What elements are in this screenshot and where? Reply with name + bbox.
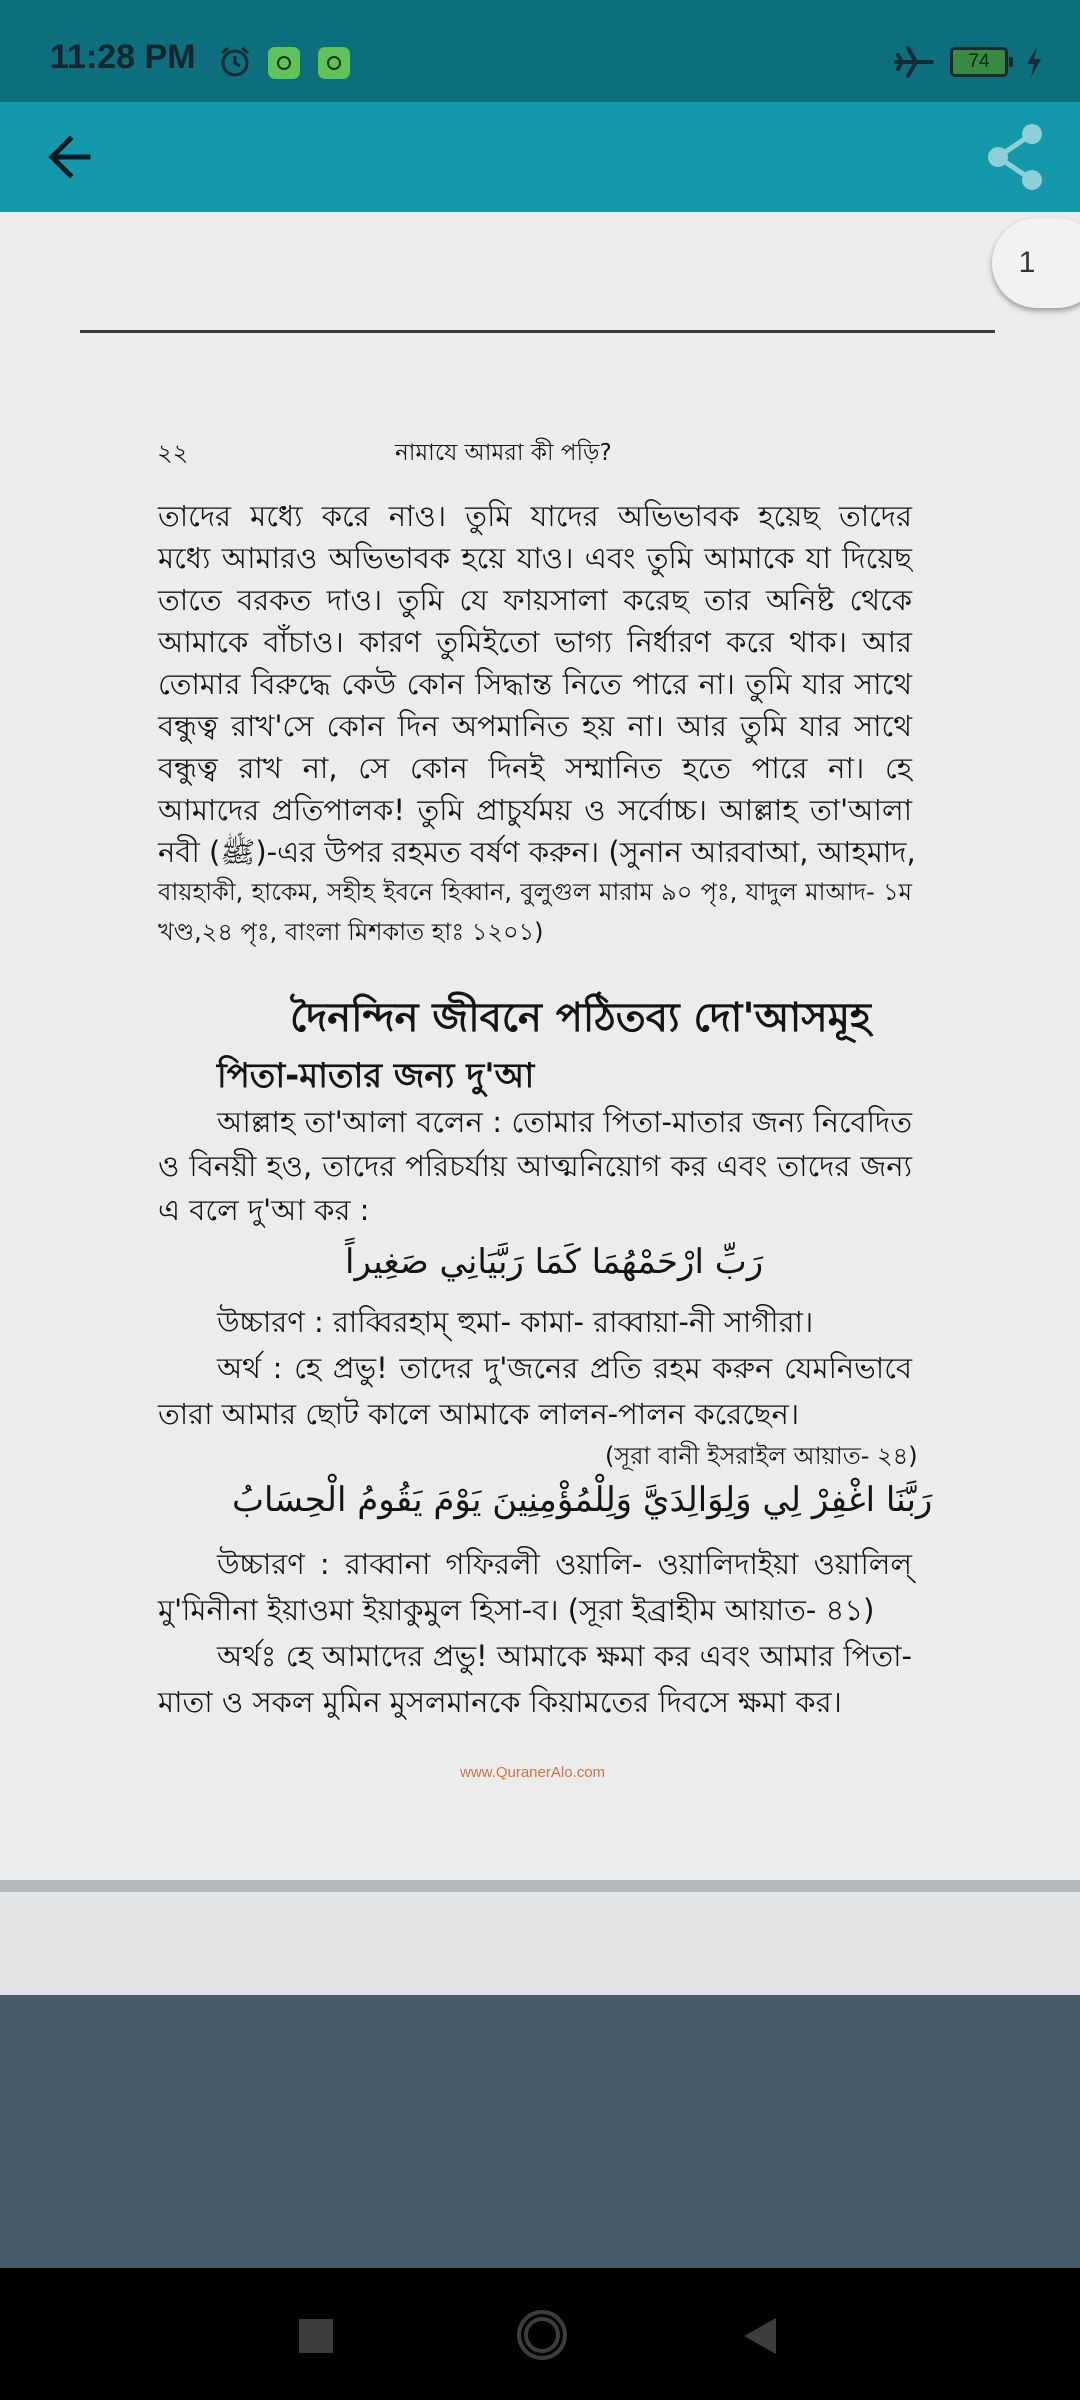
page-indicator-number: 1: [1018, 246, 1036, 279]
alarm-icon: [217, 44, 253, 80]
page-top-rule: [80, 330, 995, 333]
paragraph-line: আমাকে বাঁচাও। কারণ তুমিইতো ভাগ্য নির্ধারণ করে থাক। আর: [158, 625, 912, 659]
reference-line: বায়হাকী, হাকেম, সহীহ ইবনে হিব্বান, বুলুগুল মারাম ৯০ পৃঃ, যাদুল মাআদ- ১ম: [158, 878, 912, 906]
share-icon: [988, 124, 1042, 190]
pronunciation-line: উচ্চারণ : রাব্বানা গফিরলী ওয়ালি- ওয়ালিদাইয়া ওয়ালিল্: [217, 1547, 912, 1581]
app-notification-icon: [268, 47, 300, 79]
subsection-heading: পিতা-মাতার জন্য দু'আ: [217, 1056, 535, 1096]
meaning-line: তারা আমার ছোট কালে আমাকে লালন-পালন করেছেন।: [158, 1397, 800, 1431]
app-bar: [0, 102, 1080, 212]
arabic-verse: رَبَّنَا اغْفِرْ لِي وَلِوَالِدَيَّ وَلِلْمُؤْمِنِينَ يَوْمَ يَقُومُ الْحِسَابُ: [232, 1480, 933, 1520]
status-time: 11:28 PM: [50, 38, 196, 76]
paragraph-line: তাতে বরকত দাও। তুমি যে ফায়সালা করেছ তার অনিষ্ট থেকে: [158, 583, 912, 617]
page-edge: [0, 1880, 1080, 1892]
paragraph-line: নবী (ﷺ)-এর উপর রহমত বর্ষণ করুন। (সুনান আরবাআ, আহমাদ,: [158, 835, 916, 869]
page-gap: [0, 1892, 1080, 1995]
battery-level: 74: [968, 51, 990, 72]
paragraph-line: বন্ধুত্ব রাখ'সে কোন দিন অপমানিত হয় না। আর তুমি যার সাথে: [158, 709, 912, 743]
paragraph-line: তোমার বিরুদ্ধে কেউ কোন সিদ্ধান্ত নিতে পারে না। তুমি যার সাথে: [158, 667, 912, 701]
share-button[interactable]: [978, 122, 1052, 192]
paragraph-line: বন্ধুত্ব রাখ না, সে কোন দিনই সম্মানিত হতে পারে না। হে: [158, 751, 912, 785]
footer-url: www.QuranerAlo.com: [460, 1764, 606, 1781]
app-notification-icon: [318, 47, 350, 79]
pdf-viewer[interactable]: [0, 212, 1080, 1995]
recents-button[interactable]: [296, 2316, 336, 2356]
nav-back-button[interactable]: [740, 2314, 780, 2358]
pronunciation-line: মু'মিনীনা ইয়াওমা ইয়াকুমুল হিসা-ব। (সূরা ইব্রাহীম আয়াত- ৪১): [158, 1593, 875, 1627]
meaning-line: অর্থ : হে প্রভু! তাদের দু'জনের প্রতি রহম করুন যেমনিভাবে: [217, 1351, 912, 1385]
paragraph-line: মধ্যে আমারও অভিভাবক হয়ে যাও। এবং তুমি আমাকে যা দিয়েছ: [158, 541, 912, 575]
verse-reference: (সূরা বানী ইসরাইল আয়াত- ২৪): [605, 1442, 918, 1470]
home-button[interactable]: [515, 2308, 569, 2362]
back-button[interactable]: [40, 124, 110, 190]
meaning-line: মাতা ও সকল মুমিন মুসলমানকে কিয়ামতের দিবসে ক্ষমা কর।: [158, 1685, 842, 1719]
status-bar: [0, 0, 1080, 102]
navigation-bar: [0, 2268, 1080, 2400]
paragraph-line: তাদের মধ্যে করে নাও। তুমি যাদের অভিভাবক হয়েছ তাদের: [158, 499, 912, 533]
triangle-back-icon: [744, 2318, 776, 2354]
arabic-verse: رَبِّ ارْحَمْهُمَا كَمَا رَبَّيَانِي صَغِيراً: [345, 1242, 764, 1282]
reference-line: খণ্ড,২৪ পৃঃ, বাংলা মিশকাত হাঃ ১২০১): [158, 918, 544, 946]
intro-line: আল্লাহ তা'আলা বলেন : তোমার পিতা-মাতার জন্য নিবেদিত: [217, 1105, 912, 1139]
page-number: ২২: [157, 439, 189, 467]
section-heading: দৈনন্দিন জীবনে পঠিতব্য দো'আসমূহ: [290, 995, 871, 1041]
intro-line: ও বিনয়ী হও, তাদের পরিচর্যায় আত্মনিয়োগ কর এবং তাদের জন্য: [158, 1149, 912, 1183]
paragraph-line: আমাদের প্রতিপালক! তুমি প্রাচুর্যময় ও সর্বোচ্চ। আল্লাহ তা'আলা: [158, 793, 912, 827]
battery-icon: [950, 47, 1008, 77]
intro-line: এ বলে দু'আ কর :: [158, 1193, 370, 1227]
meaning-line: অর্থঃ হে আমাদের প্রভু! আমাকে ক্ষমা কর এবং আমার পিতা-: [217, 1639, 912, 1673]
square-recents-icon: [299, 2319, 333, 2353]
running-head: নামাযে আমরা কী পড়ি?: [395, 440, 612, 466]
pronunciation-line: উচ্চারণ : রাব্বিরহাম্ হুমা- কামা- রাব্বায়া-নী সাগীরা।: [217, 1305, 814, 1339]
circle-home-icon: [519, 2312, 565, 2358]
page-indicator[interactable]: [992, 218, 1080, 308]
charging-bolt-icon: [1024, 46, 1044, 78]
document-page: [0, 212, 1080, 1880]
airplane-mode-icon: [894, 44, 934, 80]
